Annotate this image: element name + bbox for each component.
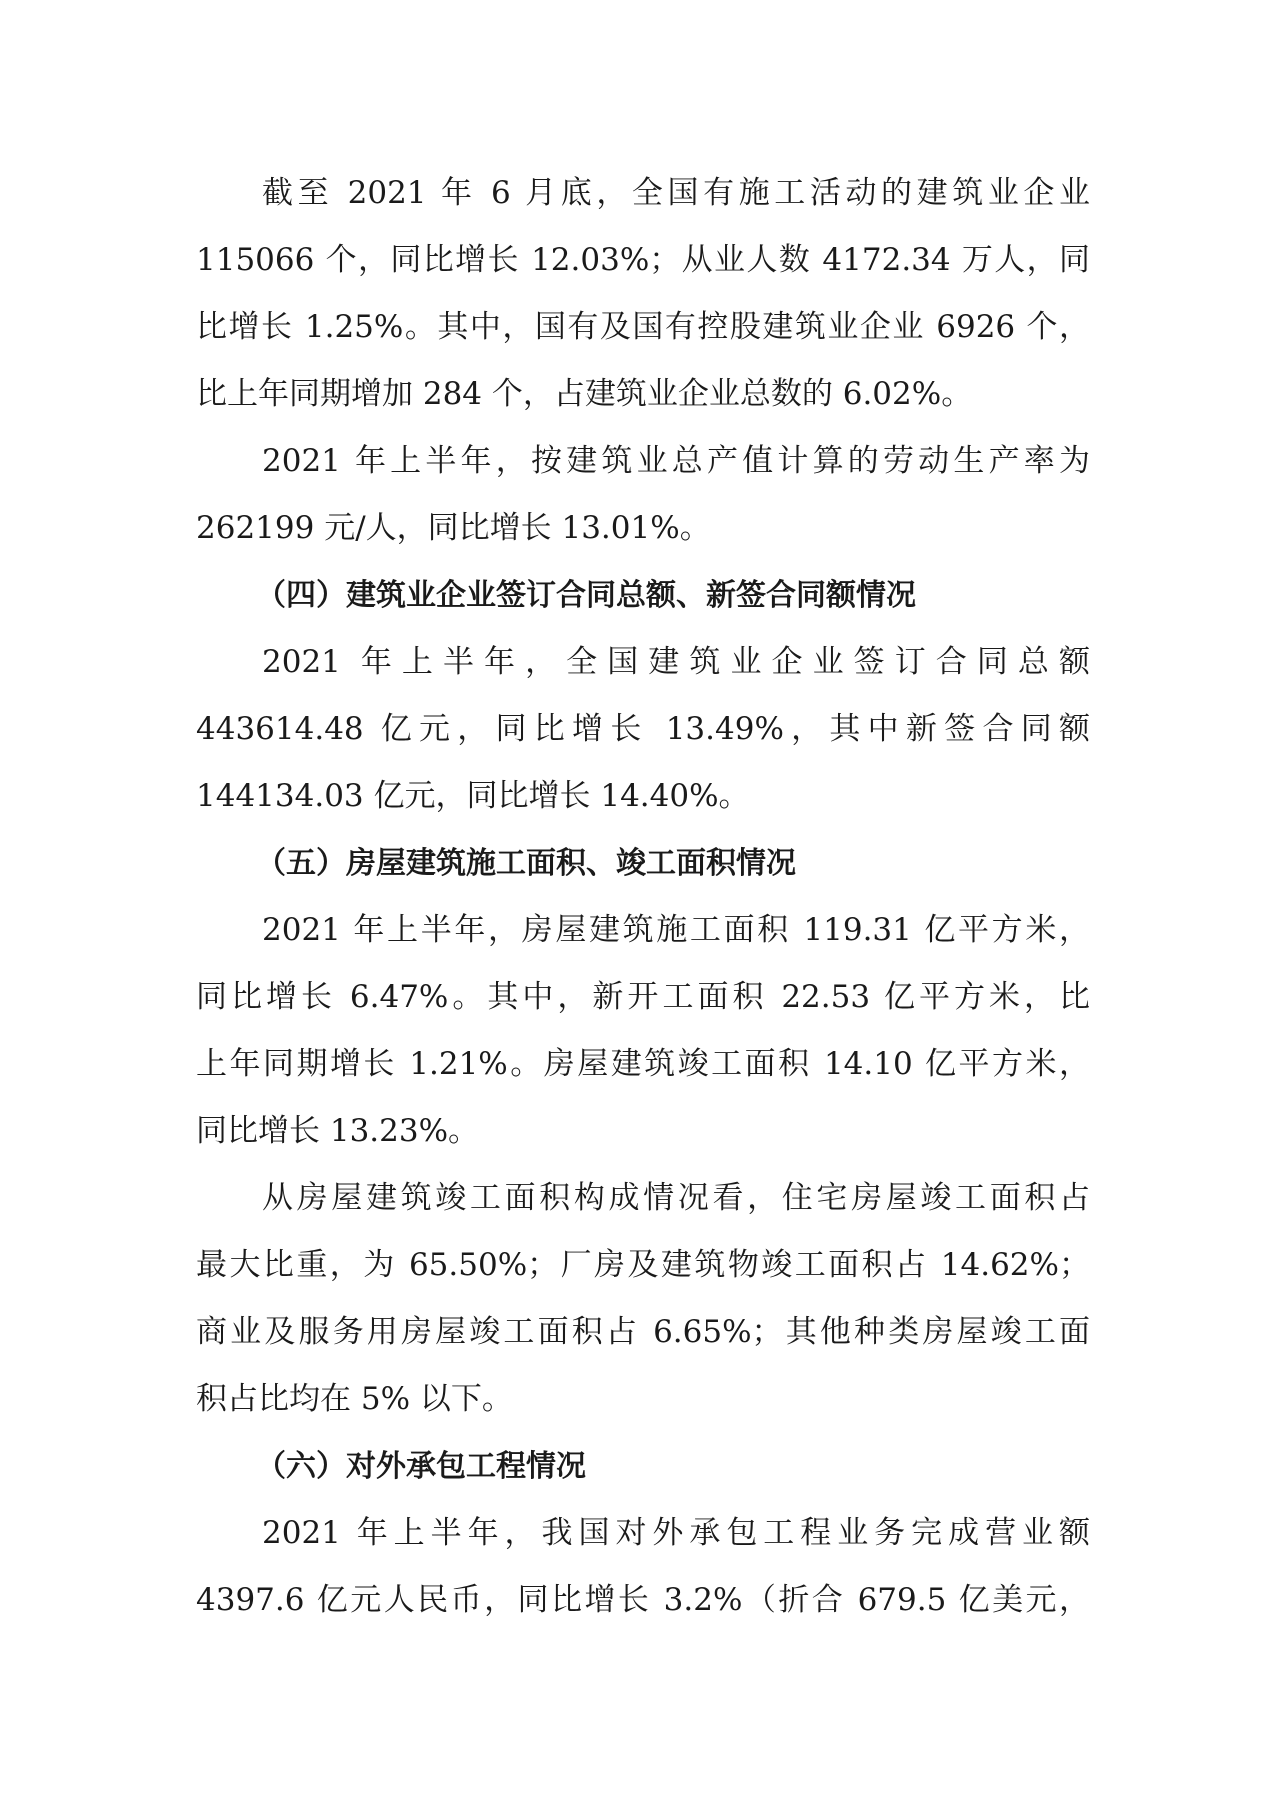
- text-line: 商业及服务用房屋竣工面积占 6.65%；其他种类房屋竣工面: [196, 1314, 1090, 1350]
- paragraph: [196, 629, 1090, 830]
- text-line: 从房屋建筑竣工面积构成情况看，住宅房屋竣工面积占: [262, 1180, 1090, 1216]
- text-line: 2021 年上半年，按建筑业总产值计算的劳动生产率为: [262, 443, 1090, 479]
- section-heading-5: （五）房屋建筑施工面积、竣工面积情况: [256, 846, 796, 881]
- text-line: 2021 年上半年，房屋建筑施工面积 119.31 亿平方米，: [262, 912, 1090, 948]
- text-line: 4397.6 亿元人民币，同比增长 3.2%（折合 679.5 亿美元，: [196, 1582, 1090, 1618]
- paragraph: [196, 428, 1090, 562]
- text-line: 262199 元/人，同比增长 13.01%。: [196, 510, 711, 546]
- paragraph: [196, 897, 1090, 1165]
- text-line: 最大比重，为 65.50%；厂房及建筑物竣工面积占 14.62%；: [196, 1247, 1090, 1283]
- text-line: 上年同期增长 1.21%。房屋建筑竣工面积 14.10 亿平方米，: [196, 1046, 1090, 1082]
- text-line: 同比增长 13.23%。: [196, 1113, 480, 1149]
- text-line: 截至 2021 年 6 月底，全国有施工活动的建筑业企业: [262, 175, 1090, 211]
- text-line: 比上年同期增加 284 个，占建筑业企业总数的 6.02%。: [196, 376, 973, 412]
- paragraph: [196, 160, 1090, 428]
- text-line: 比增长 1.25%。其中，国有及国有控股建筑业企业 6926 个，: [196, 309, 1090, 345]
- document-page: [196, 160, 1090, 1634]
- text-line: 2021 年上半年，我国对外承包工程业务完成营业额: [262, 1515, 1090, 1551]
- paragraph: [196, 1500, 1090, 1634]
- text-line: 443614.48 亿元，同比增长 13.49%，其中新签合同额: [196, 711, 1090, 747]
- text-line: 积占比均在 5% 以下。: [196, 1381, 513, 1417]
- section-heading-6: （六）对外承包工程情况: [256, 1449, 586, 1484]
- text-line: 115066 个，同比增长 12.03%；从业人数 4172.34 万人，同: [196, 242, 1090, 278]
- text-line: 同比增长 6.47%。其中，新开工面积 22.53 亿平方米，比: [196, 979, 1090, 1015]
- text-line: 144134.03 亿元，同比增长 14.40%。: [196, 778, 750, 814]
- section-heading-4: （四）建筑业企业签订合同总额、新签合同额情况: [256, 578, 916, 613]
- paragraph: [196, 1165, 1090, 1433]
- text-line: 2021 年上半年，全国建筑业企业签订合同总额: [262, 644, 1090, 680]
